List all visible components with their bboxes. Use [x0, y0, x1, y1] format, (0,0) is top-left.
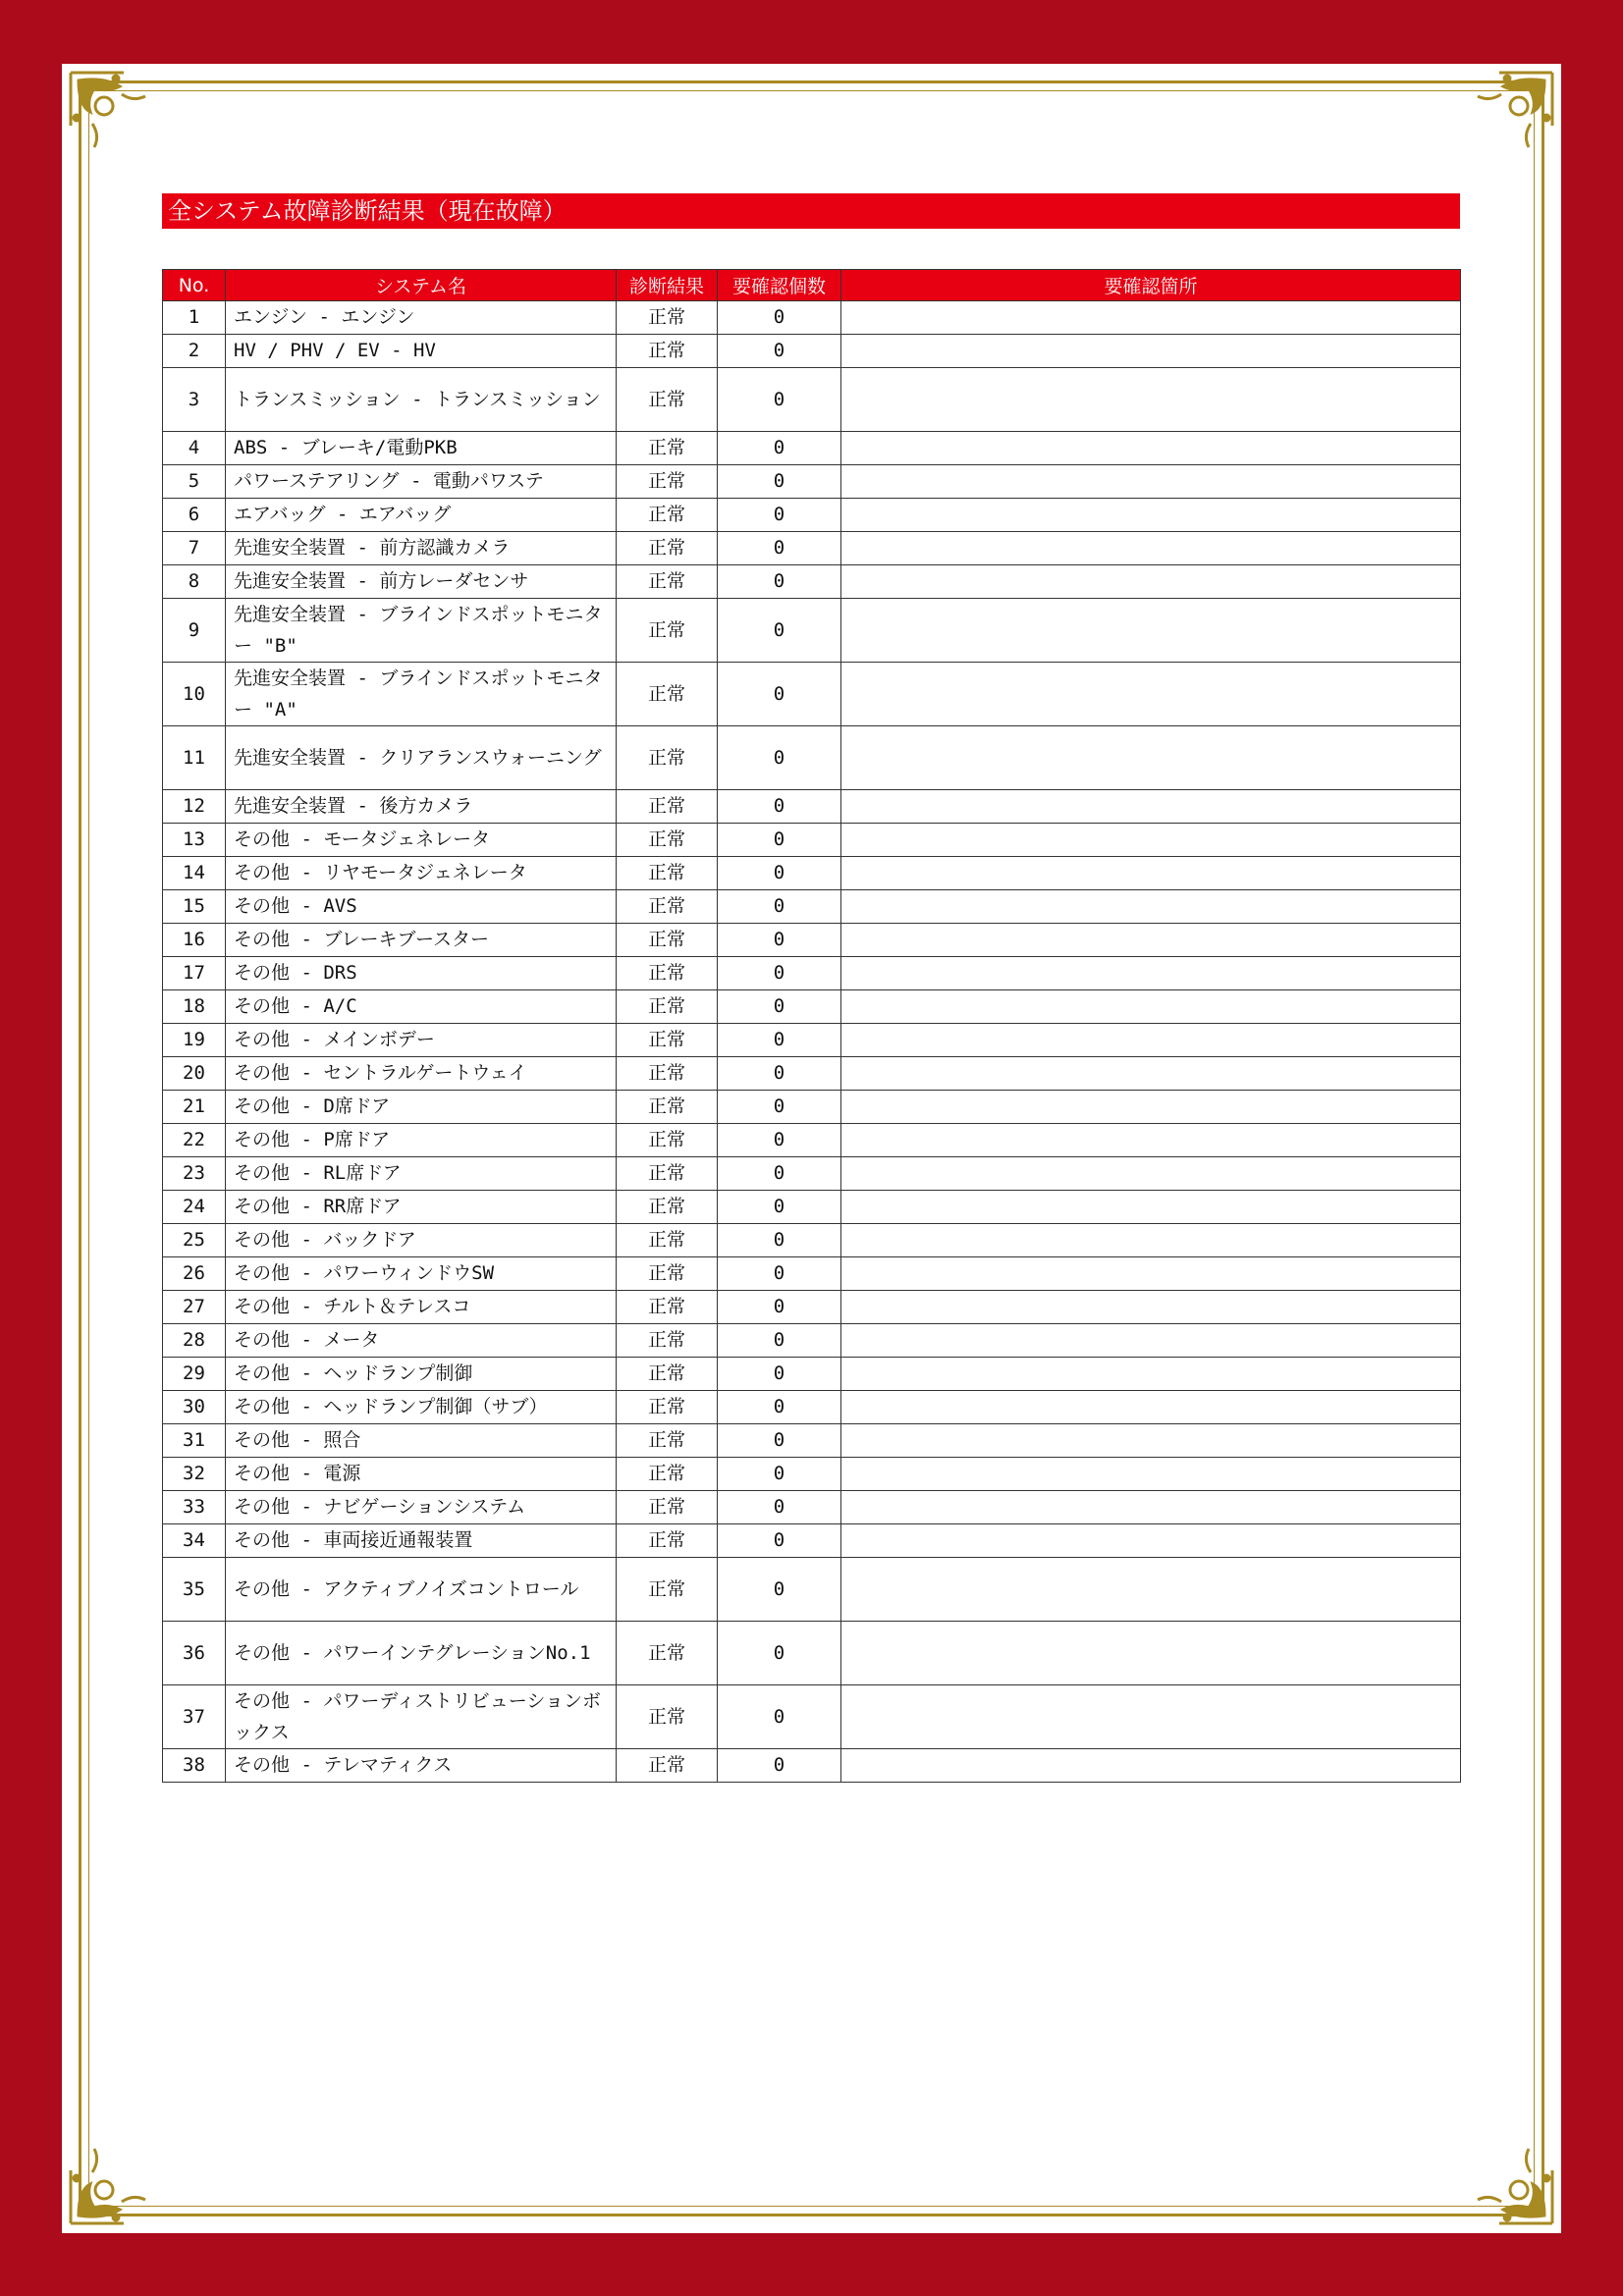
cell-result: 正常	[617, 432, 718, 465]
cell-check-location	[841, 1524, 1461, 1558]
cell-check-count: 0	[718, 1749, 841, 1783]
cell-check-count: 0	[718, 1157, 841, 1191]
cell-result: 正常	[617, 1224, 718, 1257]
cell-system-name: その他 - アクティブノイズコントロール	[226, 1558, 617, 1622]
cell-no: 25	[163, 1224, 226, 1257]
cell-no: 16	[163, 924, 226, 957]
cell-check-location	[841, 1057, 1461, 1091]
table-row	[163, 1524, 1461, 1558]
cell-no: 17	[163, 957, 226, 990]
cell-check-count: 0	[718, 599, 841, 663]
cell-check-location	[841, 565, 1461, 599]
cell-check-count: 0	[718, 1424, 841, 1458]
table-row	[163, 499, 1461, 532]
cell-system-name: その他 - パワーディストリビューションボックス	[226, 1685, 617, 1749]
cell-check-location	[841, 368, 1461, 432]
cell-check-count: 0	[718, 1024, 841, 1057]
table-row	[163, 824, 1461, 857]
cell-check-location	[841, 1191, 1461, 1224]
cell-system-name: その他 - バックドア	[226, 1224, 617, 1257]
table-row	[163, 663, 1461, 726]
cell-check-count: 0	[718, 1491, 841, 1524]
table-row	[163, 599, 1461, 663]
cell-result: 正常	[617, 1157, 718, 1191]
cell-system-name: 先進安全装置 - 前方レーダセンサ	[226, 565, 617, 599]
cell-result: 正常	[617, 1685, 718, 1749]
table-row	[163, 565, 1461, 599]
cell-system-name: その他 - RL席ドア	[226, 1157, 617, 1191]
header-check-location: 要確認箇所	[841, 270, 1461, 301]
table-row	[163, 1291, 1461, 1324]
cell-check-location	[841, 1291, 1461, 1324]
cell-result: 正常	[617, 1291, 718, 1324]
cell-no: 27	[163, 1291, 226, 1324]
cell-result: 正常	[617, 790, 718, 824]
cell-check-count: 0	[718, 1091, 841, 1124]
cell-no: 19	[163, 1024, 226, 1057]
cell-result: 正常	[617, 1091, 718, 1124]
table-row	[163, 1685, 1461, 1749]
table-header-row	[163, 270, 1461, 301]
cell-system-name: その他 - チルト＆テレスコ	[226, 1291, 617, 1324]
cell-no: 24	[163, 1191, 226, 1224]
cell-system-name: その他 - ブレーキブースター	[226, 924, 617, 957]
cell-check-count: 0	[718, 565, 841, 599]
cell-system-name: その他 - メインボデー	[226, 1024, 617, 1057]
cell-check-location	[841, 301, 1461, 335]
cell-check-count: 0	[718, 532, 841, 565]
cell-no: 38	[163, 1749, 226, 1783]
table-row	[163, 790, 1461, 824]
cell-check-location	[841, 857, 1461, 890]
cell-check-location	[841, 1491, 1461, 1524]
cell-check-location	[841, 1622, 1461, 1685]
cell-system-name: その他 - RR席ドア	[226, 1191, 617, 1224]
table-row	[163, 924, 1461, 957]
cell-system-name: その他 - ナビゲーションシステム	[226, 1491, 617, 1524]
cell-no: 33	[163, 1491, 226, 1524]
cell-check-location	[841, 1091, 1461, 1124]
cell-no: 32	[163, 1458, 226, 1491]
section-title: 全システム故障診断結果（現在故障）	[162, 193, 1460, 229]
cell-system-name: その他 - リヤモータジェネレータ	[226, 857, 617, 890]
cell-check-location	[841, 790, 1461, 824]
cell-no: 7	[163, 532, 226, 565]
cell-result: 正常	[617, 335, 718, 368]
cell-check-location	[841, 432, 1461, 465]
table-row	[163, 1424, 1461, 1458]
cell-result: 正常	[617, 1324, 718, 1358]
table-row	[163, 1458, 1461, 1491]
cell-no: 1	[163, 301, 226, 335]
cell-system-name: パワーステアリング - 電動パワステ	[226, 465, 617, 499]
diagnosis-table	[162, 269, 1461, 1783]
cell-no: 6	[163, 499, 226, 532]
header-no: No.	[163, 270, 226, 301]
cell-check-location	[841, 499, 1461, 532]
cell-check-count: 0	[718, 1324, 841, 1358]
cell-no: 31	[163, 1424, 226, 1458]
cell-check-count: 0	[718, 368, 841, 432]
cell-check-location	[841, 1685, 1461, 1749]
cell-check-location	[841, 465, 1461, 499]
table-row	[163, 1224, 1461, 1257]
cell-result: 正常	[617, 663, 718, 726]
table-row	[163, 957, 1461, 990]
cell-check-count: 0	[718, 499, 841, 532]
cell-no: 21	[163, 1091, 226, 1124]
cell-no: 29	[163, 1358, 226, 1391]
cell-no: 36	[163, 1622, 226, 1685]
cell-check-count: 0	[718, 301, 841, 335]
cell-system-name: その他 - 車両接近通報装置	[226, 1524, 617, 1558]
ornament-corner-icon	[1460, 2131, 1558, 2229]
cell-system-name: 先進安全装置 - ブラインドスポットモニター "B"	[226, 599, 617, 663]
cell-check-location	[841, 663, 1461, 726]
cell-check-count: 0	[718, 824, 841, 857]
table-row	[163, 1257, 1461, 1291]
cell-check-location	[841, 599, 1461, 663]
cell-system-name: その他 - ヘッドランプ制御（サブ）	[226, 1391, 617, 1424]
cell-system-name: その他 - A/C	[226, 990, 617, 1024]
cell-system-name: 先進安全装置 - クリアランスウォーニング	[226, 726, 617, 790]
cell-no: 20	[163, 1057, 226, 1091]
cell-no: 4	[163, 432, 226, 465]
cell-check-count: 0	[718, 1191, 841, 1224]
cell-check-count: 0	[718, 1224, 841, 1257]
cell-system-name: その他 - モータジェネレータ	[226, 824, 617, 857]
cell-result: 正常	[617, 857, 718, 890]
cell-check-location	[841, 824, 1461, 857]
cell-result: 正常	[617, 1191, 718, 1224]
cell-system-name: エアバッグ - エアバッグ	[226, 499, 617, 532]
cell-check-count: 0	[718, 1558, 841, 1622]
cell-result: 正常	[617, 1358, 718, 1391]
cell-system-name: HV / PHV / EV - HV	[226, 335, 617, 368]
cell-check-count: 0	[718, 957, 841, 990]
header-system-name: システム名	[226, 270, 617, 301]
cell-result: 正常	[617, 957, 718, 990]
cell-result: 正常	[617, 1622, 718, 1685]
cell-result: 正常	[617, 890, 718, 924]
cell-result: 正常	[617, 1124, 718, 1157]
cell-result: 正常	[617, 1424, 718, 1458]
cell-system-name: その他 - パワーインテグレーションNo.1	[226, 1622, 617, 1685]
cell-check-location	[841, 957, 1461, 990]
cell-result: 正常	[617, 1458, 718, 1491]
ornament-corner-icon	[1460, 67, 1558, 165]
cell-check-count: 0	[718, 335, 841, 368]
cell-no: 12	[163, 790, 226, 824]
cell-result: 正常	[617, 1024, 718, 1057]
cell-no: 10	[163, 663, 226, 726]
cell-check-location	[841, 1558, 1461, 1622]
cell-no: 2	[163, 335, 226, 368]
cell-check-count: 0	[718, 432, 841, 465]
cell-system-name: ABS - ブレーキ/電動PKB	[226, 432, 617, 465]
cell-no: 9	[163, 599, 226, 663]
cell-result: 正常	[617, 1749, 718, 1783]
cell-check-count: 0	[718, 790, 841, 824]
cell-no: 8	[163, 565, 226, 599]
cell-result: 正常	[617, 532, 718, 565]
cell-check-location	[841, 1157, 1461, 1191]
cell-no: 37	[163, 1685, 226, 1749]
table-row	[163, 1391, 1461, 1424]
cell-no: 5	[163, 465, 226, 499]
table-row	[163, 1124, 1461, 1157]
table-row	[163, 1324, 1461, 1358]
cell-result: 正常	[617, 1491, 718, 1524]
table-row	[163, 1622, 1461, 1685]
cell-result: 正常	[617, 924, 718, 957]
cell-no: 3	[163, 368, 226, 432]
table-row	[163, 1057, 1461, 1091]
cell-system-name: その他 - AVS	[226, 890, 617, 924]
table-row	[163, 1091, 1461, 1124]
cell-no: 35	[163, 1558, 226, 1622]
cell-check-location	[841, 1424, 1461, 1458]
table-row	[163, 1558, 1461, 1622]
cell-check-location	[841, 726, 1461, 790]
cell-check-location	[841, 1257, 1461, 1291]
cell-check-count: 0	[718, 924, 841, 957]
cell-result: 正常	[617, 1558, 718, 1622]
table-row	[163, 1749, 1461, 1783]
cell-check-count: 0	[718, 1391, 841, 1424]
table-row	[163, 1157, 1461, 1191]
cell-system-name: その他 - DRS	[226, 957, 617, 990]
cell-check-location	[841, 990, 1461, 1024]
cell-check-count: 0	[718, 990, 841, 1024]
cell-check-count: 0	[718, 1524, 841, 1558]
cell-result: 正常	[617, 499, 718, 532]
cell-check-count: 0	[718, 663, 841, 726]
cell-system-name: トランスミッション - トランスミッション	[226, 368, 617, 432]
ornament-corner-icon	[65, 2131, 163, 2229]
cell-check-count: 0	[718, 1291, 841, 1324]
cell-check-count: 0	[718, 1358, 841, 1391]
cell-no: 11	[163, 726, 226, 790]
cell-check-count: 0	[718, 1124, 841, 1157]
cell-check-location	[841, 1458, 1461, 1491]
cell-check-count: 0	[718, 1057, 841, 1091]
cell-result: 正常	[617, 465, 718, 499]
cell-no: 23	[163, 1157, 226, 1191]
cell-system-name: その他 - P席ドア	[226, 1124, 617, 1157]
table-row	[163, 890, 1461, 924]
cell-system-name: その他 - メータ	[226, 1324, 617, 1358]
cell-check-count: 0	[718, 726, 841, 790]
cell-system-name: その他 - パワーウィンドウSW	[226, 1257, 617, 1291]
cell-result: 正常	[617, 824, 718, 857]
cell-no: 28	[163, 1324, 226, 1358]
cell-system-name: 先進安全装置 - 後方カメラ	[226, 790, 617, 824]
cell-check-count: 0	[718, 857, 841, 890]
cell-check-location	[841, 1749, 1461, 1783]
cell-result: 正常	[617, 368, 718, 432]
cell-result: 正常	[617, 1257, 718, 1291]
table-row	[163, 432, 1461, 465]
cell-check-count: 0	[718, 1257, 841, 1291]
cell-check-location	[841, 1324, 1461, 1358]
cell-result: 正常	[617, 1391, 718, 1424]
cell-check-location	[841, 1124, 1461, 1157]
cell-result: 正常	[617, 1057, 718, 1091]
table-row	[163, 368, 1461, 432]
table-row	[163, 1024, 1461, 1057]
table-row	[163, 335, 1461, 368]
table-row	[163, 465, 1461, 499]
cell-system-name: その他 - セントラルゲートウェイ	[226, 1057, 617, 1091]
cell-check-location	[841, 532, 1461, 565]
cell-result: 正常	[617, 1524, 718, 1558]
cell-no: 13	[163, 824, 226, 857]
cell-system-name: その他 - ヘッドランプ制御	[226, 1358, 617, 1391]
cell-no: 26	[163, 1257, 226, 1291]
cell-check-count: 0	[718, 890, 841, 924]
cell-check-location	[841, 1224, 1461, 1257]
ornament-corner-icon	[65, 67, 163, 165]
cell-result: 正常	[617, 301, 718, 335]
cell-system-name: その他 - 電源	[226, 1458, 617, 1491]
cell-system-name: 先進安全装置 - 前方認識カメラ	[226, 532, 617, 565]
cell-check-location	[841, 1391, 1461, 1424]
table-row	[163, 1191, 1461, 1224]
cell-system-name: 先進安全装置 - ブラインドスポットモニター "A"	[226, 663, 617, 726]
table-row	[163, 990, 1461, 1024]
cell-check-location	[841, 890, 1461, 924]
cell-check-count: 0	[718, 1458, 841, 1491]
cell-check-location	[841, 924, 1461, 957]
table-row	[163, 1491, 1461, 1524]
cell-system-name: その他 - 照合	[226, 1424, 617, 1458]
header-result: 診断結果	[617, 270, 718, 301]
cell-system-name: エンジン - エンジン	[226, 301, 617, 335]
table-row	[163, 532, 1461, 565]
cell-system-name: その他 - テレマティクス	[226, 1749, 617, 1783]
cell-check-count: 0	[718, 1685, 841, 1749]
cell-result: 正常	[617, 599, 718, 663]
table-row	[163, 857, 1461, 890]
cell-check-count: 0	[718, 1622, 841, 1685]
cell-result: 正常	[617, 726, 718, 790]
cell-result: 正常	[617, 565, 718, 599]
cell-system-name: その他 - D席ドア	[226, 1091, 617, 1124]
header-check-count: 要確認個数	[718, 270, 841, 301]
table-row	[163, 726, 1461, 790]
table-row	[163, 1358, 1461, 1391]
cell-no: 22	[163, 1124, 226, 1157]
cell-no: 18	[163, 990, 226, 1024]
cell-no: 34	[163, 1524, 226, 1558]
cell-no: 15	[163, 890, 226, 924]
cell-check-location	[841, 1024, 1461, 1057]
cell-no: 30	[163, 1391, 226, 1424]
cell-check-location	[841, 1358, 1461, 1391]
cell-check-location	[841, 335, 1461, 368]
cell-check-count: 0	[718, 465, 841, 499]
cell-no: 14	[163, 857, 226, 890]
table-row	[163, 301, 1461, 335]
cell-result: 正常	[617, 990, 718, 1024]
